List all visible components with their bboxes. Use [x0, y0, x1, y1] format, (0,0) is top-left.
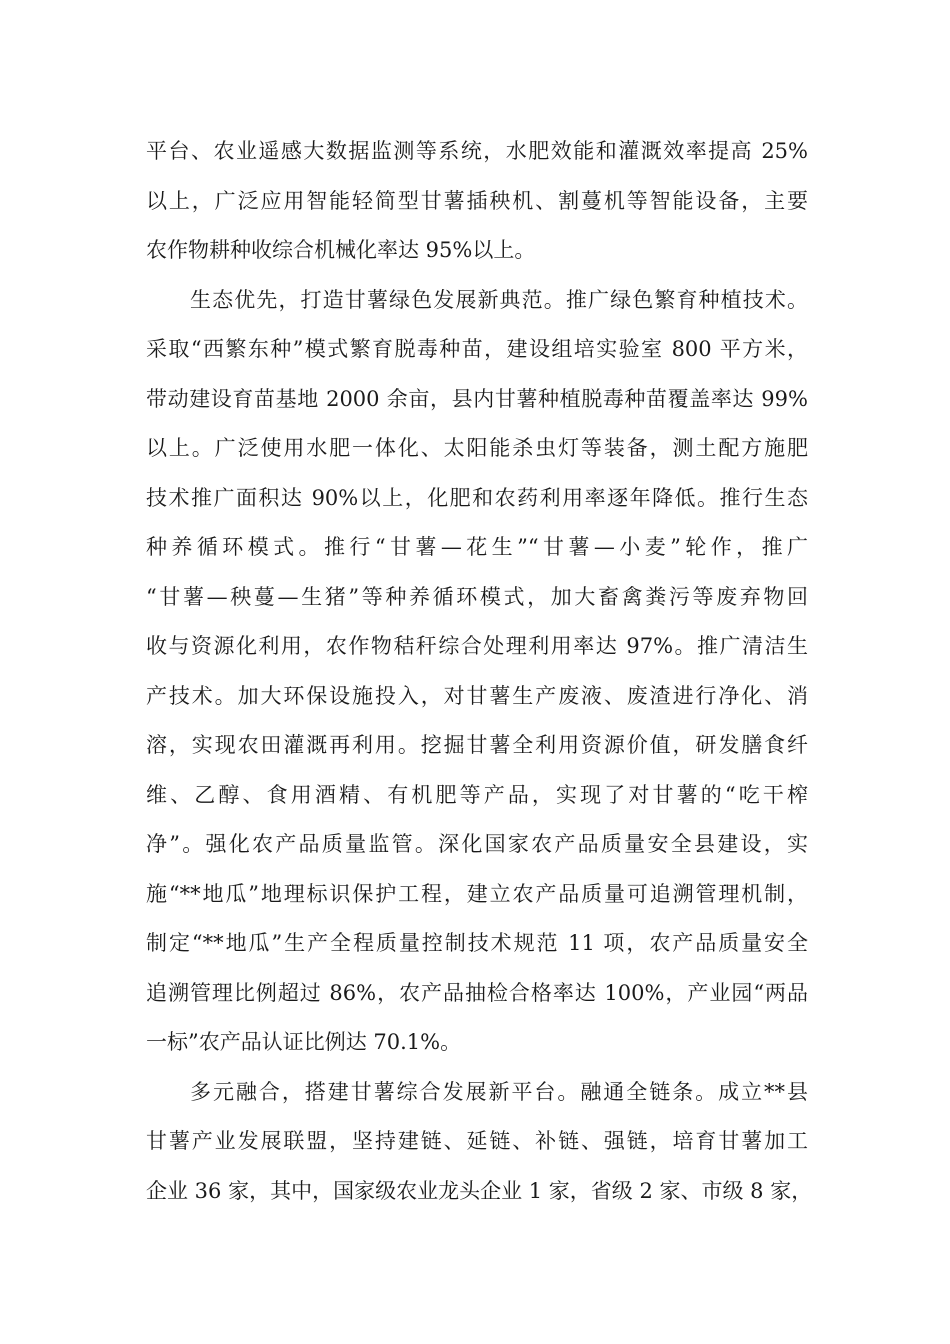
text-line: 追溯管理比例超过 86%，农产品抽检合格率达 100%，产业园“两品	[146, 980, 808, 1005]
text-line: “甘薯—秧蔓—生猪”等种养循环模式，加大畜禽粪污等废弃物回	[146, 584, 808, 609]
text-line: 农作物耕种收综合机械化率达 95%以上。	[146, 238, 536, 262]
text-line: 净”。强化农产品质量监管。深化国家农产品质量安全县建设，实	[146, 832, 808, 856]
text-line: 平台、农业遥感大数据监测等系统，水肥效能和灌溉效率提高 25%	[146, 139, 808, 163]
text-line: 以上。广泛使用水肥一体化、太阳能杀虫灯等装备，测土配方施肥	[146, 436, 808, 460]
text-line: 收与资源化利用，农作物秸秆综合处理利用率达 97%。推广清洁生	[146, 634, 808, 658]
text-line: 一标”农产品认证比例达 70.1%。	[146, 1030, 462, 1054]
text-line: 生态优先，打造甘薯绿色发展新典范。推广绿色繁育种植技术。	[190, 287, 808, 312]
text-line: 带动建设育苗基地 2000 余亩，县内甘薯种植脱毒种苗覆盖率达 99%	[146, 386, 808, 411]
text-line: 溶，实现农田灌溉再利用。挖掘甘薯全利用资源价值，研发膳食纤	[146, 733, 808, 757]
text-line: 种养循环模式。推行“甘薯—花生”“甘薯—小麦”轮作，推广	[146, 535, 808, 559]
text-line: 产技术。加大环保设施投入，对甘薯生产废液、废渣进行净化、消	[146, 683, 808, 708]
text-line: 技术推广面积达 90%以上，化肥和农药利用率逐年降低。推行生态	[146, 485, 808, 510]
text-line: 企业 36 家，其中，国家级农业龙头企业 1 家，省级 2 家、市级 8 家，	[146, 1178, 813, 1203]
text-line: 多元融合，搭建甘薯综合发展新平台。融通全链条。成立**县	[190, 1079, 808, 1104]
text-line: 采取“西繁东种”模式繁育脱毒种苗，建设组培实验室 800 平方米，	[146, 337, 808, 361]
text-line: 甘薯产业发展联盟，坚持建链、延链、补链、强链，培育甘薯加工	[146, 1129, 808, 1153]
body-text	[146, 131, 813, 1220]
paragraph-1	[146, 131, 808, 280]
paragraph-3	[146, 1072, 813, 1221]
text-line: 施“**地瓜”地理标识保护工程，建立农产品质量可追溯管理机制，	[146, 881, 808, 906]
paragraph-2	[146, 280, 808, 1072]
text-line: 以上，广泛应用智能轻简型甘薯插秧机、割蔓机等智能设备，主要	[146, 188, 808, 213]
text-line: 制定“**地瓜”生产全程质量控制技术规范 11 项，农产品质量安全	[146, 931, 808, 955]
text-line: 维、乙醇、食用酒精、有机肥等产品，实现了对甘薯的“吃干榨	[146, 782, 808, 807]
